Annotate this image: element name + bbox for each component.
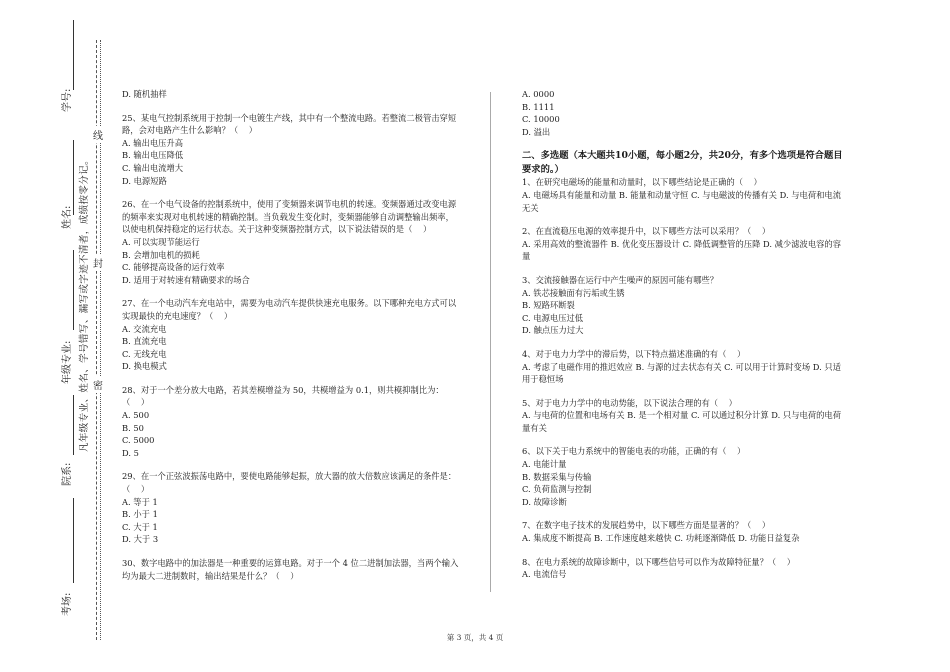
option: B. 会增加电机的损耗 (122, 249, 200, 260)
question-30: 30、数字电路中的加法器是一种重要的运算电路。对于一个 4 位二进制加法器，当两个输入 均为最大二进制数时，输出结果是什么？（ ） (122, 558, 459, 581)
option: 量 (522, 251, 531, 262)
option: A. 可以实现节能运行 (122, 236, 200, 247)
dept-line (73, 395, 74, 455)
dept-label: 院系: (62, 462, 73, 486)
option: A. 500 (122, 410, 150, 421)
option: A. 考虑了电磁作用的推迟效应 B. 与源的过去状态有关 C. 可以用于计算时变场 D. 只适 (522, 361, 842, 372)
option: A. 电流信号 (522, 569, 567, 580)
option: D. 溢出 (522, 126, 551, 137)
option: D. 电源短路 (122, 175, 167, 186)
option: C. 输出电流增大 (122, 162, 184, 173)
mc-question-1: 1、在研究电磁场的能量和动量时，以下哪些结论是正确的（ ） (522, 177, 762, 188)
option: C. 负荷监测与控制 (522, 484, 592, 495)
option: B. 短路环断裂 (522, 300, 575, 311)
section-title: 二、多选题（本大题共10小题，每小题2分，共20分，有多个选项是符合题目 要求的。） (522, 150, 843, 175)
mc-question-5: 5、对于电力力学中的电动势能，以下说法合理的有（ ） (522, 397, 737, 408)
option: A. 电能计量 (522, 459, 567, 470)
option: A. 交流充电 (122, 323, 167, 334)
option: C. 大于 1 (122, 521, 158, 532)
mc-question-7: 7、在数字电子技术的发展趋势中，以下哪些方面是显著的？（ ） (522, 520, 771, 531)
option: D. 随机抽样 (122, 89, 167, 99)
question-28: 28、对于一个差分放大电路，若其差模增益为 50，共模增益为 0.1，则共模抑制比为： （ ） (122, 384, 444, 408)
option: 无关 (522, 202, 539, 213)
option: 用于稳恒场 (522, 374, 564, 385)
option: A. 集成度不断提高 B. 工作速度越来越快 C. 功耗逐渐降低 D. 功能日益复杂 (522, 533, 800, 544)
option: C. 无线充电 (122, 348, 167, 359)
option: D. 适用于对转速有精确要求的场合 (122, 274, 250, 285)
exam-room-label: 考场: (62, 592, 73, 616)
name-line (73, 140, 74, 215)
mc-question-2: 2、在直流稳压电源的效率提升中，以下哪些方法可以采用？（ ） (522, 226, 771, 237)
question-26: 26、在一个电气设备的控制系统中，使用了变频器来调节电机的转速。变频器通过改变电源 的频率来实现对电机转速的精确控制。当负载发生变化时，变频器能够自动调整输出频率， 以使电机保持稳定的运行状态。关于这种变频器控制方式，以下说法错误的是（ ） (122, 199, 457, 235)
cut-mark-secret: 密 (93, 376, 103, 393)
option: C. 能够提高设备的运行效率 (122, 262, 225, 273)
cut-mark-seal: 封 (93, 254, 103, 271)
option: A. 采用高效的整流器件 B. 优化变压器设计 C. 降低调整管的压降 D. 减少滤波电容的容 (522, 238, 842, 249)
student-id-label: 学号: (62, 88, 73, 112)
left-column (122, 88, 472, 582)
option: C. 电源电压过低 (522, 312, 584, 323)
option: B. 50 (122, 422, 144, 433)
option: B. 数据采集与传输 (522, 471, 592, 482)
right-column (522, 88, 867, 581)
mc-question-8: 8、在电力系统的故障诊断中，以下哪些信号可以作为故障特征量？（ ） (522, 556, 796, 567)
option: B. 小于 1 (122, 509, 158, 520)
option: A. 电磁场具有能量和动量 B. 能量和动量守恒 C. 与电磁波的传播有关 D. 与电荷和电流 (522, 189, 842, 200)
question-29: 29、在一个正弦波振荡电路中，要使电路能够起振，放大器的放大倍数应该满足的条件是： （ ） (122, 471, 457, 495)
option: A. 0000 (522, 89, 555, 99)
option: A. 与电荷的位置和电场有关 B. 是一个相对量 C. 可以通过积分计算 D. 只与电荷的电荷 (522, 410, 842, 421)
option: B. 输出电压降低 (122, 150, 184, 161)
option: D. 大于 3 (122, 534, 159, 545)
mc-question-6: 6、以下关于电力系统中的智能电表的功能，正确的有（ ） (522, 446, 746, 457)
option: A. 等于 1 (122, 496, 158, 507)
exam-room-line (73, 498, 74, 583)
question-25: 25、某电气控制系统用于控制一个电镀生产线，其中有一个整流电路。若整流二极管击穿短 路，会对电路产生什么影响？（ ） (122, 112, 457, 136)
option: C. 10000 (522, 114, 560, 125)
column-divider (490, 92, 491, 592)
option: C. 5000 (122, 435, 155, 446)
page-footer: 第 3 页，共 4 页 (446, 633, 504, 642)
option: D. 故障诊断 (522, 496, 567, 507)
option: B. 直流充电 (122, 336, 167, 347)
option: A. 输出电压升高 (122, 137, 184, 148)
grade-line (73, 250, 74, 330)
student-id-line (73, 20, 74, 90)
option: B. 1111 (522, 101, 555, 112)
option: D. 触点压力过大 (522, 325, 584, 336)
mc-question-4: 4、对于电力力学中的滞后势，以下特点描述准确的有（ ） (522, 348, 746, 359)
binding-notice: 凡年级专业、姓名、学号错写、漏写或字迹不清者，成绩按零分记。 (79, 154, 90, 452)
question-27: 27、在一个电动汽车充电站中，需要为电动汽车提供快速充电服务。以下哪种充电方式可以 实现最快的充电速度？（ ） (122, 298, 457, 321)
option: 量有关 (522, 422, 547, 433)
option: A. 铁芯接触面有污垢或生锈 (522, 287, 625, 298)
cut-mark-line: 线 (93, 126, 103, 143)
mc-question-3: 3、交流接触器在运行中产生噪声的原因可能有哪些？ (522, 274, 719, 285)
option: D. 5 (122, 447, 139, 458)
grade-major-label: 年级专业: (62, 340, 73, 384)
name-label: 姓名: (62, 205, 73, 229)
option: D. 换电模式 (122, 361, 167, 372)
binding-margin (0, 0, 110, 672)
